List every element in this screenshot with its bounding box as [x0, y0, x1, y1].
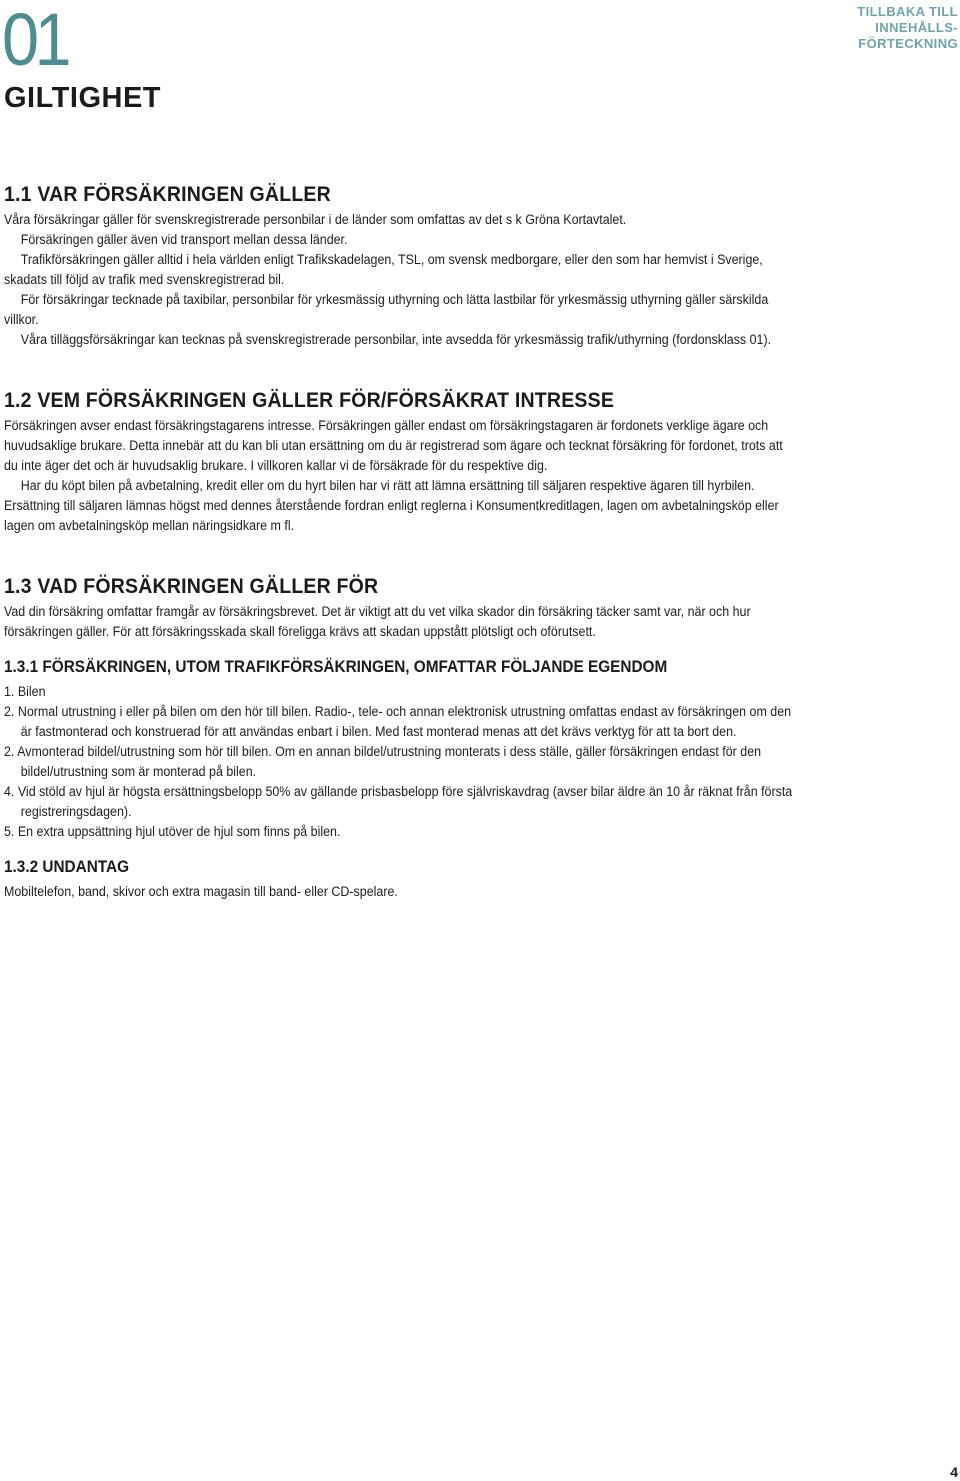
page-number: 4: [950, 1464, 958, 1480]
paragraph: För försäkringar tecknade på taxibilar, personbilar för yrkesmässig uthyrning och lätta lastbilar för yrkesmässig uthyrning gäller särskilda villkor.: [4, 292, 769, 327]
list-item: 1. Bilen: [4, 684, 46, 699]
paragraph: Vad din försäkring omfattar framgår av försäkringsbrevet. Det är viktigt att du vet vilka skador din försäkring täcker samt var, när och hur försäkringen gäller. För att försäkringsskada skall föreligga krävs att skadan uppstått plötsligt och oförutsett.: [4, 604, 751, 639]
section-heading-1-3-2: 1.3.2 UNDANTAG: [4, 858, 130, 876]
list-item: 2. Normal utrustning i eller på bilen om den hör till bilen. Radio-, tele- och annan elektronisk utrustning omfattas endast av försäkringen om den är fastmonterad och konstruerad för att användas enbart i bilen. Med fast monterad menas att det krävs verktyg för att ta bort den.: [4, 704, 792, 739]
paragraph: Mobiltelefon, band, skivor och extra magasin till band- eller CD-spelare.: [4, 884, 398, 899]
section-heading-1-1: 1.1 VAR FÖRSÄKRINGEN GÄLLER: [4, 183, 331, 206]
section-heading-1-3-1: 1.3.1 FÖRSÄKRINGEN, UTOM TRAFIKFÖRSÄKRINGEN, OMFATTAR FÖLJANDE EGENDOM: [4, 658, 668, 676]
chapter-title: GILTIGHET: [4, 82, 162, 114]
paragraph: Våra tilläggsförsäkringar kan tecknas på svenskregistrerade personbilar, inte avsedda för yrkesmässig trafik/uthyrning (fordonsklass 01).: [20, 332, 772, 347]
paragraph: Våra försäkringar gäller för svenskregistrerade personbilar i de länder som omfattas av det s k Gröna Kortavtalet.: [4, 212, 627, 227]
back-link-line-2: INNEHÅLLS-: [875, 20, 958, 35]
back-link-line-1: TILLBAKA TILL: [857, 4, 958, 19]
chapter-number: 01: [2, 0, 68, 81]
paragraph: Försäkringen gäller även vid transport mellan dessa länder.: [20, 232, 348, 247]
section-heading-1-3: 1.3 VAD FÖRSÄKRINGEN GÄLLER FÖR: [4, 575, 379, 598]
list-item: 5. En extra uppsättning hjul utöver de hjul som finns på bilen.: [4, 824, 341, 839]
paragraph: Trafikförsäkringen gäller alltid i hela världen enligt Trafikskadelagen, TSL, om svensk medborgare, eller den som har hemvist i Sverige, skadats till följd av trafik med svenskregistrerad bil.: [4, 252, 763, 287]
list-item: 2. Avmonterad bildel/utrustning som hör till bilen. Om en annan bildel/utrustning monterats i dess ställe, gäller försäkringen endast för den bildel/utrustning som är monterad på bilen.: [4, 744, 762, 779]
paragraph: Försäkringen avser endast försäkringstagarens intresse. Försäkringen gäller endast om försäkringstagaren är fordonets verklige ägare och huvudsaklige brukare. Detta innebär att du kan bli utan ersättning om du är registrerad som ägare och tecknat försäkring för fordonet, trots att du inte äger det och är huvudsaklig brukare. I villkoren kallar vi de försäkrade för du respektive dig.: [4, 418, 783, 473]
back-to-toc-link[interactable]: [857, 4, 958, 52]
paragraph: Har du köpt bilen på avbetalning, kredit eller om du hyrt bilen har vi rätt att lämna ersättning till säljaren respektive ägaren till hyrbilen. Ersättning till säljaren lämnas högst med dennes återstående fordran enligt reglerna i Konsumentkreditlagen, lagen om avbetalningsköp eller lagen om avbetalningsköp mellan näringsidkare m fl.: [4, 478, 779, 533]
list-item: 4. Vid stöld av hjul är högsta ersättningsbelopp 50% av gällande prisbasbelopp före självriskavdrag (avser bilar äldre än 10 år räknat från första registreringsdagen).: [4, 784, 793, 819]
document-body: [4, 182, 794, 902]
section-heading-1-2: 1.2 VEM FÖRSÄKRINGEN GÄLLER FÖR/FÖRSÄKRAT INTRESSE: [4, 389, 615, 412]
back-link-line-3: FÖRTECKNING: [858, 36, 958, 51]
